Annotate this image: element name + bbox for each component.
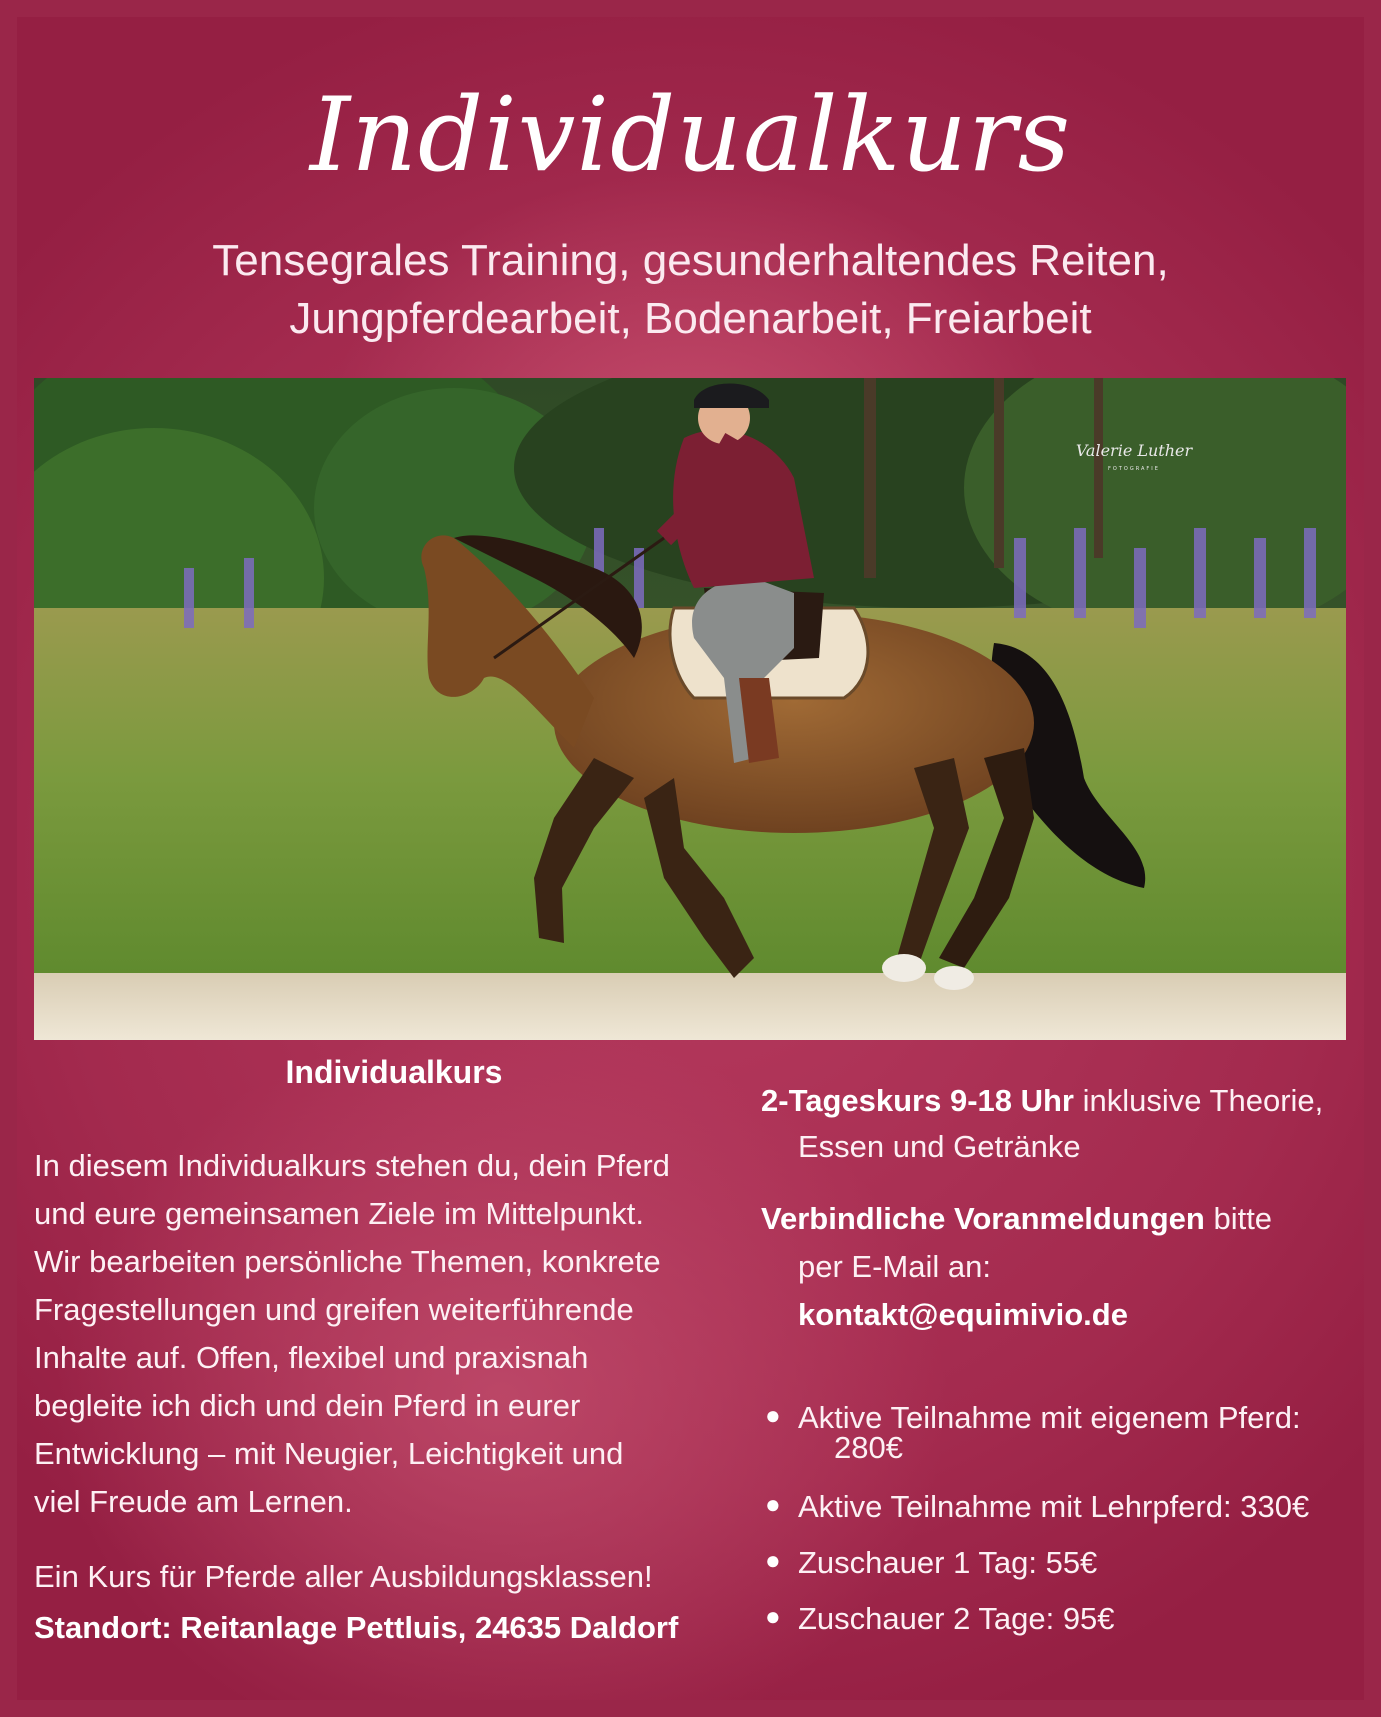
registration-bold: Verbindliche Voranmeldungen [761,1201,1205,1236]
price-value: 280€ [834,1430,903,1465]
subtitle-line-2: Jungpferdearbeit, Bodenarbeit, Freiarbeit [289,294,1092,343]
registration-note [761,1201,1272,1237]
contact-email[interactable]: kontakt@equimivio.de [798,1297,1128,1332]
course-description: In diesem Individualkurs stehen du, dein Pferd und eure gemeinsamen Ziele im Mittelpunkt. Wir bearbeiten persönliche Themen, konkrete Fragestellungen und greifen weiterführende Inhalte auf. Offen, flexibel und praxisnah begleite ich dich und dein Pferd in eurer Entwicklung – mit Neugier, Leichtigkeit und viel Freude am Lernen. [34,1148,670,1519]
course-tagline: Ein Kurs für Pferde aller Ausbildungsklassen! [34,1559,653,1594]
price-label: Aktive Teilnahme mit Lehrpferd: 330€ [798,1489,1310,1524]
price-label: Aktive Teilnahme mit eigenem Pferd: [798,1400,1301,1435]
course-schedule [761,1083,1323,1119]
subtitle [17,232,1364,348]
price-label: Zuschauer 1 Tag: 55€ [798,1545,1098,1580]
price-label: Zuschauer 2 Tage: 95€ [798,1601,1115,1636]
bullet-icon: ● [765,1400,781,1430]
bullet-icon: ● [765,1601,781,1631]
registration-line-2: per E-Mail an: [798,1249,991,1284]
bullet-icon: ● [765,1545,781,1575]
course-schedule-line-2: Essen und Getränke [798,1129,1081,1164]
course-schedule-bold: 2-Tageskurs 9-18 Uhr [761,1083,1074,1118]
course-location: Standort: Reitanlage Pettluis, 24635 Daldorf [34,1610,679,1645]
bullet-icon: ● [765,1489,781,1519]
left-heading: Individualkurs [285,1054,503,1090]
page-title: Individualkurs [309,76,1072,195]
photo-watermark: Valerie Luther [1075,441,1193,460]
subtitle-line-1: Tensegrales Training, gesunderhaltendes Reiten, [212,236,1169,285]
registration-rest: bitte [1204,1201,1273,1236]
horse-rider-photo [34,378,1346,1040]
photo-watermark-sub: FOTOGRAFIE [1108,466,1160,472]
course-schedule-rest: inklusive Theorie, [1074,1083,1324,1118]
